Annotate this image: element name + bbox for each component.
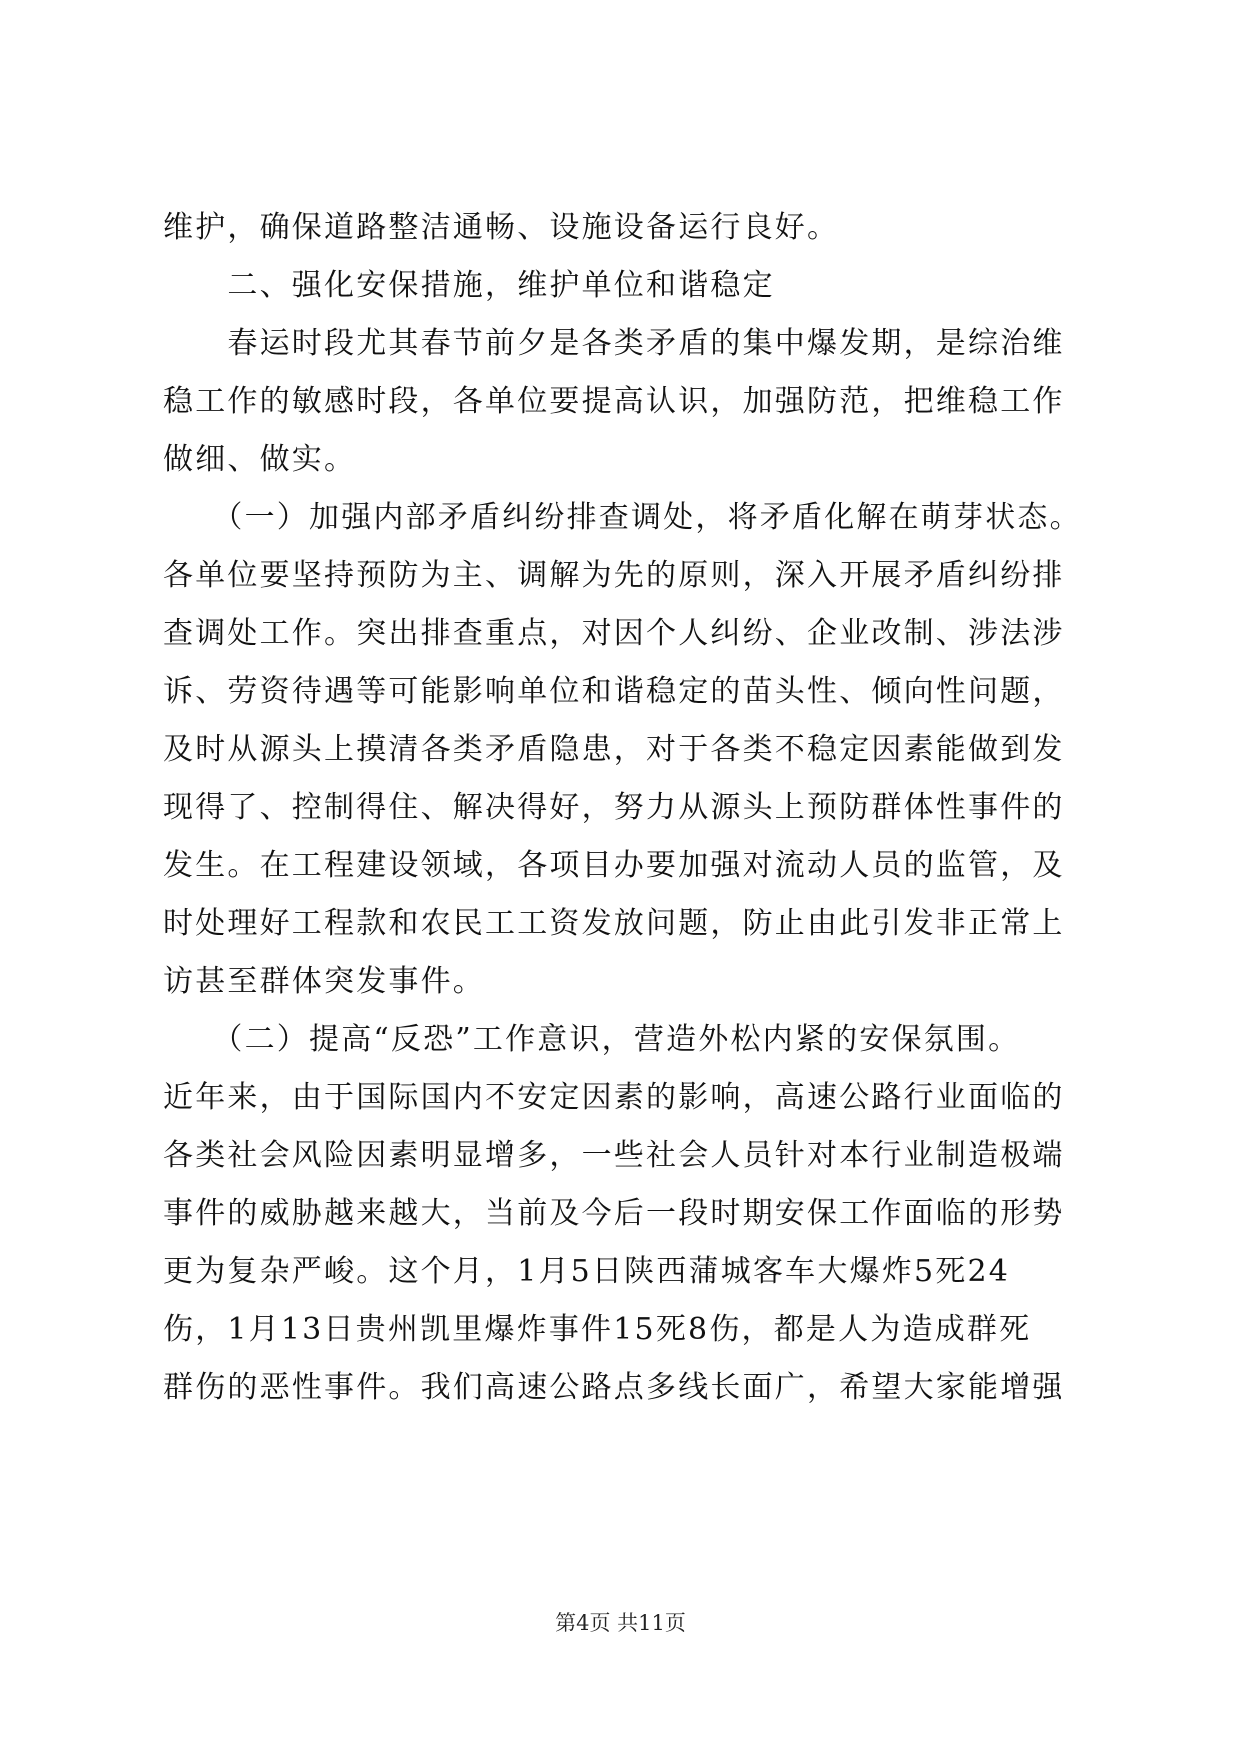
subsection-heading: （二）提高“反恐”工作意识，营造外松内紧的安保氛围。 (163, 1022, 1021, 1057)
body-line: 诉、劳资待遇等可能影响单位和谐稳定的苗头性、倾向性问题， (163, 674, 1065, 709)
body-line: 春运时段尤其春节前夕是各类矛盾的集中爆发期，是综治维 (163, 326, 1065, 361)
body-line: 发生。在工程建设领域，各项目办要加强对流动人员的监管，及 (163, 848, 1065, 883)
body-line: 近年来，由于国际国内不安定因素的影响，高速公路行业面临的 (163, 1080, 1065, 1115)
body-line: 各类社会风险因素明显增多，一些社会人员针对本行业制造极端 (163, 1138, 1065, 1173)
body-line: 访甚至群体突发事件。 (163, 964, 485, 999)
body-line: 伤，1月13日贵州凯里爆炸事件15死8伤，都是人为造成群死 (163, 1312, 1032, 1347)
body-line: 时处理好工程款和农民工工资发放问题，防止由此引发非正常上 (163, 906, 1065, 941)
body-line: 查调处工作。突出排查重点，对因个人纠纷、企业改制、涉法涉 (163, 616, 1065, 651)
body-line: 各单位要坚持预防为主、调解为先的原则，深入开展矛盾纠纷排 (163, 558, 1065, 593)
page-number-footer: 第4页 共11页 (555, 1611, 686, 1635)
section-heading: 二、强化安保措施，维护单位和谐稳定 (163, 268, 775, 303)
body-line: 做细、做实。 (163, 442, 357, 477)
subsection-heading: （一）加强内部矛盾纠纷排查调处，将矛盾化解在萌芽状态。 (163, 500, 1082, 535)
body-line: 及时从源头上摸清各类矛盾隐患，对于各类不稳定因素能做到发 (163, 732, 1065, 767)
body-line: 群伤的恶性事件。我们高速公路点多线长面广，希望大家能增强 (163, 1370, 1065, 1405)
body-line: 现得了、控制得住、解决得好，努力从源头上预防群体性事件的 (163, 790, 1065, 825)
body-line: 更为复杂严峻。这个月，1月5日陕西蒲城客车大爆炸5死24 (163, 1254, 1011, 1289)
body-line: 维护，确保道路整洁通畅、设施设备运行良好。 (163, 210, 840, 245)
body-line: 稳工作的敏感时段，各单位要提高认识，加强防范，把维稳工作 (163, 384, 1065, 419)
body-line: 事件的威胁越来越大，当前及今后一段时期安保工作面临的形势 (163, 1196, 1065, 1231)
